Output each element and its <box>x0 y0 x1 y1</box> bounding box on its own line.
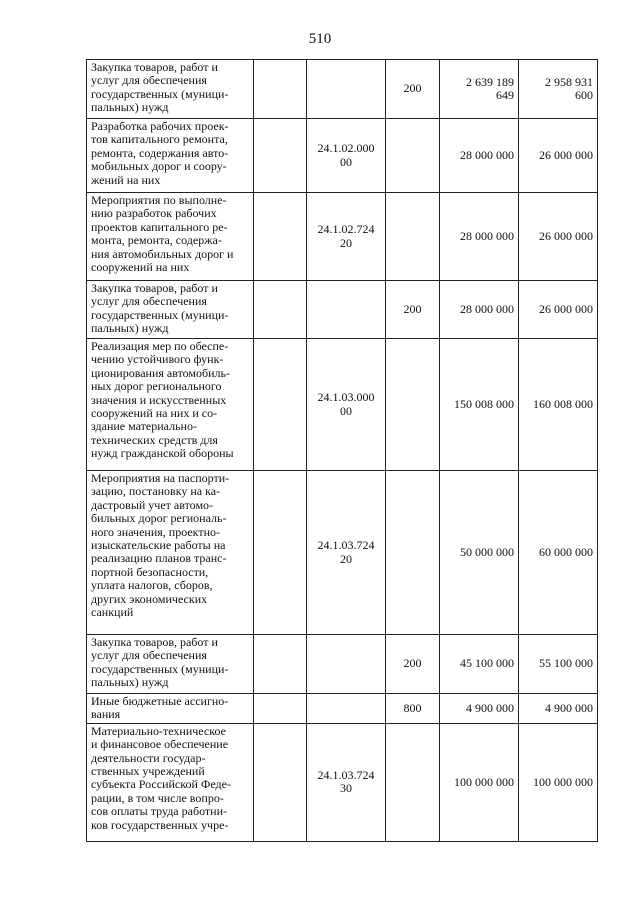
amount-year2-line: 60 000 000 <box>539 544 593 559</box>
expense-name-line: субъекта Российской Феде- <box>91 777 231 792</box>
target-code-cell <box>307 60 386 119</box>
expense-name-line: ственных учреждений <box>91 764 205 779</box>
expense-name-line: монта, ремонта, содержа- <box>91 233 222 248</box>
expense-name-line: зацию, постановку на ка- <box>91 484 221 499</box>
target-code-cell <box>307 723 386 841</box>
amount-year1-cell <box>440 339 519 471</box>
expense-name-line: изыскательские работы на <box>91 538 226 553</box>
target-code-line: 24.1.03.724 <box>317 538 375 553</box>
expense-name-line: ного значения, проектно- <box>91 524 221 539</box>
expense-kind-cell <box>386 119 440 193</box>
expense-name-cell <box>87 193 254 281</box>
target-code-line: 20 <box>340 235 352 250</box>
amount-year1-cell <box>440 471 519 635</box>
expense-name-line: пальных) нужд <box>91 321 169 336</box>
amount-year1-cell <box>440 60 519 119</box>
expense-kind-cell <box>386 193 440 281</box>
amount-year2-line: 600 <box>575 88 593 102</box>
expense-name-line: реализацию планов транс- <box>91 551 227 566</box>
expense-name-cell <box>87 281 254 339</box>
target-code-cell <box>307 281 386 339</box>
expense-name-line: пальных) нужд <box>91 675 169 690</box>
expense-kind-cell: 200 <box>386 635 440 694</box>
target-code-line: 20 <box>340 551 352 566</box>
expense-name-line: чению устойчивого функ- <box>91 352 224 367</box>
expense-name-line: ремонта, содержания авто- <box>91 145 229 160</box>
target-code-cell <box>307 694 386 724</box>
expense-name-line: Материально-техническое <box>91 723 226 738</box>
expense-name-line: портной безопасности, <box>91 564 209 579</box>
expense-name-cell <box>87 694 254 724</box>
budget-table <box>86 59 598 842</box>
expense-name-line: ционирования автомобиль- <box>91 365 231 380</box>
expense-name-line: ния автомобильных дорог и <box>91 246 234 261</box>
target-code-line: 00 <box>340 403 352 418</box>
expense-kind-cell: 200 <box>386 281 440 339</box>
expense-name-line: бильных дорог региональ- <box>91 511 227 526</box>
expense-name-line: нужд гражданской обороны <box>91 446 234 461</box>
expense-kind-cell: 200 <box>386 60 440 119</box>
expense-name-line: здание материально- <box>91 419 197 434</box>
amount-year1-cell <box>440 193 519 281</box>
expense-name-line: государственных (муници- <box>91 86 229 101</box>
ministry-cell <box>254 60 307 119</box>
target-code-line: 24.1.02.724 <box>317 222 375 237</box>
expense-name-line: жений на них <box>91 172 161 187</box>
table-row <box>87 193 598 281</box>
target-code-cell <box>307 119 386 193</box>
expense-name-line: уплата налогов, сборов, <box>91 578 213 593</box>
amount-year2-line: 26 000 000 <box>539 228 593 243</box>
amount-year1-line: 2 639 189 <box>466 74 514 89</box>
amount-year2-line: 26 000 000 <box>539 147 593 162</box>
expense-name-line: сооружений на них и со- <box>91 406 218 421</box>
expense-name-line: ков государственных учре- <box>91 817 229 832</box>
expense-name-line: Реализация мер по обеспе- <box>91 339 229 353</box>
expense-name-line: тов капитального ремонта, <box>91 132 228 147</box>
expense-name-line: Разработка рабочих проек- <box>91 119 229 133</box>
amount-year2-line: 4 900 000 <box>545 700 593 715</box>
expense-kind-cell <box>386 471 440 635</box>
amount-year2-line: 55 100 000 <box>539 656 593 671</box>
expense-name-line: Закупка товаров, работ и <box>91 281 218 295</box>
amount-year1-line: 150 008 000 <box>454 396 514 411</box>
expense-name-line: пальных) нужд <box>91 100 169 115</box>
expense-name-line: услуг для обеспечения <box>91 73 207 88</box>
expense-name-line: нию разработок рабочих <box>91 206 217 221</box>
amount-year1-cell <box>440 723 519 841</box>
target-code-line: 30 <box>340 781 352 796</box>
expense-name-line: мобильных дорог и соору- <box>91 159 227 174</box>
expense-kind-cell <box>386 339 440 471</box>
expense-name-line: сооружений на них <box>91 260 190 275</box>
target-code-line: 24.1.03.000 <box>317 390 375 405</box>
table-row <box>87 339 598 471</box>
amount-year2-cell <box>519 119 598 193</box>
expense-name-cell <box>87 60 254 119</box>
expense-name-line: сов оплаты труда работни- <box>91 804 227 819</box>
expense-name-line: проектов капитального ре- <box>91 219 228 234</box>
amount-year1-line: 100 000 000 <box>454 774 514 789</box>
amount-year2-line: 100 000 000 <box>533 774 593 789</box>
amount-year2-line: 26 000 000 <box>539 301 593 316</box>
expense-name-line: ных дорог регионального <box>91 379 222 394</box>
page-number: 510 <box>308 31 332 47</box>
expense-name-line: и финансовое обеспечение <box>91 737 229 752</box>
table-row <box>87 281 598 339</box>
budget-table-body <box>87 60 598 842</box>
expense-kind-cell <box>386 723 440 841</box>
amount-year2-cell <box>519 723 598 841</box>
amount-year1-line: 649 <box>496 88 514 102</box>
ministry-cell <box>254 193 307 281</box>
expense-kind-cell: 800 <box>386 694 440 724</box>
amount-year1-cell <box>440 694 519 724</box>
table-row <box>87 60 598 119</box>
ministry-cell <box>254 694 307 724</box>
table-row <box>87 471 598 635</box>
expense-name-line: Закупка товаров, работ и <box>91 635 218 649</box>
target-code-line: 24.1.03.724 <box>317 767 375 782</box>
amount-year2-cell <box>519 193 598 281</box>
ministry-cell <box>254 471 307 635</box>
ministry-cell <box>254 339 307 471</box>
expense-name-line: санкций <box>91 605 134 620</box>
ministry-cell <box>254 635 307 694</box>
expense-name-line: других экономических <box>91 591 208 606</box>
amount-year1-line: 28 000 000 <box>460 228 514 243</box>
amount-year2-cell <box>519 281 598 339</box>
expense-name-line: Иные бюджетные ассигно- <box>91 694 229 708</box>
target-code-cell <box>307 193 386 281</box>
amount-year2-cell <box>519 635 598 694</box>
expense-name-line: услуг для обеспечения <box>91 648 207 663</box>
table-row <box>87 723 598 841</box>
expense-name-cell <box>87 471 254 635</box>
amount-year1-line: 45 100 000 <box>460 656 514 671</box>
target-code-line: 00 <box>340 154 352 169</box>
expense-name-line: Мероприятия по выполне- <box>91 193 227 207</box>
expense-name-line: государственных (муници- <box>91 661 229 676</box>
target-code-cell <box>307 339 386 471</box>
amount-year1-line: 28 000 000 <box>460 147 514 162</box>
target-code-line: 24.1.02.000 <box>317 141 375 156</box>
expense-name-cell <box>87 635 254 694</box>
expense-name-line: рации, в том числе вопро- <box>91 790 224 805</box>
amount-year1-cell <box>440 635 519 694</box>
expense-name-line: Закупка товаров, работ и <box>91 60 218 74</box>
amount-year1-line: 4 900 000 <box>466 700 514 715</box>
amount-year1-line: 28 000 000 <box>460 301 514 316</box>
expense-name-line: технических средств для <box>91 432 218 447</box>
table-row <box>87 635 598 694</box>
expense-name-line: услуг для обеспечения <box>91 294 207 309</box>
expense-name-line: вания <box>91 707 121 722</box>
table-row <box>87 694 598 724</box>
amount-year1-cell <box>440 119 519 193</box>
amount-year2-cell <box>519 694 598 724</box>
expense-name-cell <box>87 723 254 841</box>
amount-year2-line: 160 008 000 <box>533 396 593 411</box>
expense-name-line: деятельности государ- <box>91 750 206 765</box>
table-row <box>87 119 598 193</box>
target-code-cell <box>307 471 386 635</box>
amount-year2-cell <box>519 471 598 635</box>
ministry-cell <box>254 281 307 339</box>
amount-year2-cell <box>519 339 598 471</box>
expense-name-line: дастровый учет автомо- <box>91 497 214 512</box>
expense-name-cell <box>87 119 254 193</box>
amount-year1-line: 50 000 000 <box>460 544 514 559</box>
expense-name-line: значения и искусственных <box>91 392 227 407</box>
expense-name-line: Мероприятия на паспорти- <box>91 471 230 485</box>
ministry-cell <box>254 119 307 193</box>
ministry-cell <box>254 723 307 841</box>
amount-year2-line: 2 958 931 <box>545 74 593 89</box>
amount-year1-cell <box>440 281 519 339</box>
expense-name-cell <box>87 339 254 471</box>
amount-year2-cell <box>519 60 598 119</box>
expense-name-line: государственных (муници- <box>91 307 229 322</box>
target-code-cell <box>307 635 386 694</box>
